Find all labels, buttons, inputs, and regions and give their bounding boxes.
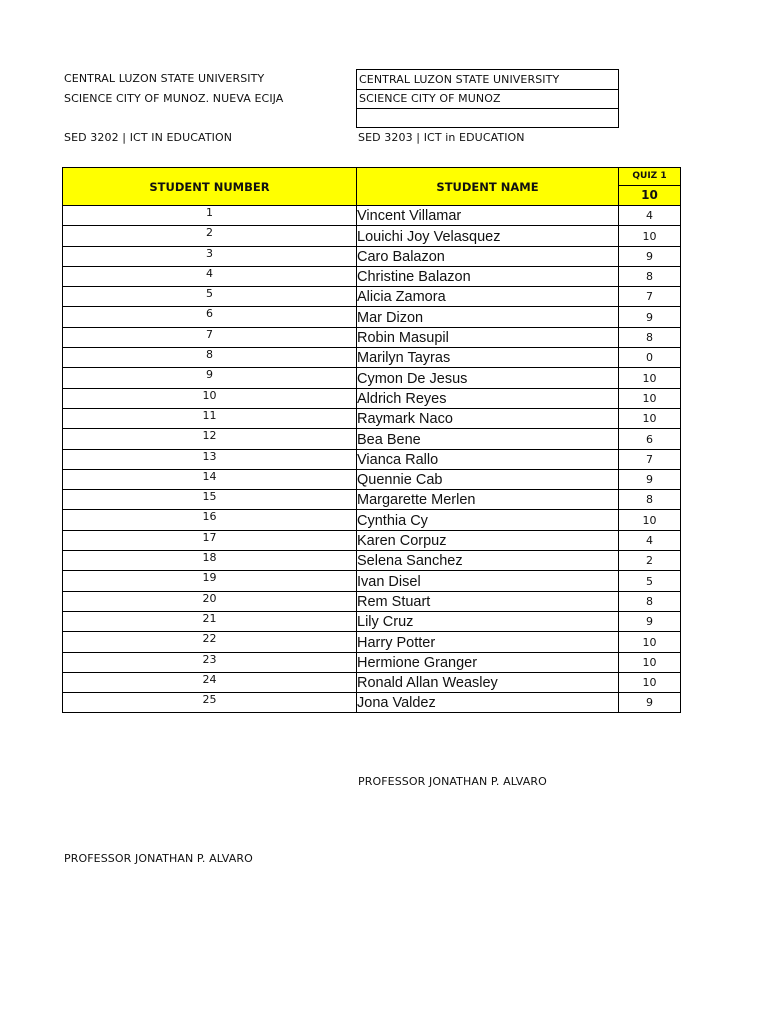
professor-signature-left: PROFESSOR JONATHAN P. ALVARO — [64, 852, 253, 865]
quiz-score-cell: 10 — [619, 510, 681, 530]
table-row — [63, 551, 681, 571]
student-number-cell: 11 — [63, 408, 357, 428]
table-row — [63, 469, 681, 489]
student-number-cell: 6 — [63, 307, 357, 327]
student-name-cell: Caro Balazon — [357, 246, 619, 266]
student-number-cell: 13 — [63, 449, 357, 469]
quiz-score-cell: 4 — [619, 530, 681, 550]
student-name-cell: Christine Balazon — [357, 266, 619, 286]
university-location-right: SCIENCE CITY OF MUNOZ — [359, 92, 501, 105]
student-name-cell: Margarette Merlen — [357, 490, 619, 510]
table-row — [63, 693, 681, 713]
student-number-cell: 25 — [63, 693, 357, 713]
quiz-score-cell: 10 — [619, 652, 681, 672]
quiz-score-cell: 10 — [619, 672, 681, 692]
course-title-left: SED 3202 | ICT IN EDUCATION — [64, 131, 233, 144]
quiz-score-cell: 7 — [619, 449, 681, 469]
student-number-cell: 7 — [63, 327, 357, 347]
table-row — [63, 226, 681, 246]
student-name-cell: Bea Bene — [357, 429, 619, 449]
table-row — [63, 632, 681, 652]
quiz-score-cell: 9 — [619, 246, 681, 266]
student-name-cell: Marilyn Tayras — [357, 348, 619, 368]
quiz-label: QUIZ 1 — [619, 168, 680, 186]
student-name-cell: Harry Potter — [357, 632, 619, 652]
quiz-score-cell: 8 — [619, 327, 681, 347]
student-number-cell: 20 — [63, 591, 357, 611]
student-name-cell: Louichi Joy Velasquez — [357, 226, 619, 246]
table-row — [63, 368, 681, 388]
table-row — [63, 388, 681, 408]
student-name-cell: Robin Masupil — [357, 327, 619, 347]
student-name-cell: Mar Dizon — [357, 307, 619, 327]
student-number-cell: 1 — [63, 206, 357, 226]
quiz-score-cell: 9 — [619, 611, 681, 631]
table-row — [63, 611, 681, 631]
quiz-score-cell: 5 — [619, 571, 681, 591]
student-number-cell: 14 — [63, 469, 357, 489]
table-row — [63, 510, 681, 530]
table-row — [63, 348, 681, 368]
university-name-left: CENTRAL LUZON STATE UNIVERSITY — [64, 72, 265, 85]
student-number-cell: 15 — [63, 490, 357, 510]
quiz-score-cell: 10 — [619, 226, 681, 246]
professor-signature-right: PROFESSOR JONATHAN P. ALVARO — [358, 775, 547, 788]
table-row — [63, 266, 681, 286]
quiz-score-cell: 10 — [619, 388, 681, 408]
student-name-cell: Hermione Granger — [357, 652, 619, 672]
university-name-right: CENTRAL LUZON STATE UNIVERSITY — [359, 73, 560, 86]
student-name-cell: Karen Corpuz — [357, 530, 619, 550]
student-number-cell: 18 — [63, 551, 357, 571]
grades-table-body — [63, 206, 681, 713]
student-number-cell: 2 — [63, 226, 357, 246]
student-name-cell: Cynthia Cy — [357, 510, 619, 530]
table-row — [63, 652, 681, 672]
student-number-cell: 5 — [63, 287, 357, 307]
student-name-cell: Jona Valdez — [357, 693, 619, 713]
student-name-cell: Alicia Zamora — [357, 287, 619, 307]
student-name-header: STUDENT NAME — [357, 168, 619, 206]
quiz-score-cell: 0 — [619, 348, 681, 368]
quiz-score-cell: 4 — [619, 206, 681, 226]
student-name-cell: Lily Cruz — [357, 611, 619, 631]
quiz-score-cell: 9 — [619, 307, 681, 327]
university-location-left: SCIENCE CITY OF MUNOZ. NUEVA ECIJA — [64, 92, 284, 105]
quiz-score-cell: 10 — [619, 408, 681, 428]
student-name-cell: Vincent Villamar — [357, 206, 619, 226]
student-name-cell: Vianca Rallo — [357, 449, 619, 469]
quiz-score-cell: 8 — [619, 490, 681, 510]
grades-table — [62, 167, 681, 713]
student-name-cell: Ivan Disel — [357, 571, 619, 591]
student-number-cell: 16 — [63, 510, 357, 530]
student-number-cell: 10 — [63, 388, 357, 408]
student-number-cell: 8 — [63, 348, 357, 368]
student-number-cell: 17 — [63, 530, 357, 550]
table-row — [63, 246, 681, 266]
table-row — [63, 429, 681, 449]
table-row — [63, 490, 681, 510]
quiz-score-cell: 6 — [619, 429, 681, 449]
quiz-score-cell: 2 — [619, 551, 681, 571]
quiz-total: 10 — [641, 188, 658, 202]
student-number-cell: 22 — [63, 632, 357, 652]
student-number-header: STUDENT NUMBER — [63, 168, 357, 206]
university-location-cell-right — [356, 89, 619, 109]
quiz-score-cell: 9 — [619, 469, 681, 489]
university-name-cell-right — [356, 69, 619, 90]
quiz-score-cell: 10 — [619, 632, 681, 652]
empty-header-cell-right — [356, 108, 619, 128]
quiz-score-cell: 8 — [619, 591, 681, 611]
student-number-cell: 3 — [63, 246, 357, 266]
quiz-header — [619, 168, 681, 206]
student-number-cell: 23 — [63, 652, 357, 672]
table-row — [63, 307, 681, 327]
table-row — [63, 206, 681, 226]
student-name-cell: Cymon De Jesus — [357, 368, 619, 388]
table-row — [63, 571, 681, 591]
quiz-score-cell: 7 — [619, 287, 681, 307]
quiz-score-cell: 10 — [619, 368, 681, 388]
table-row — [63, 327, 681, 347]
table-row — [63, 672, 681, 692]
student-number-cell: 12 — [63, 429, 357, 449]
student-name-cell: Raymark Naco — [357, 408, 619, 428]
student-number-cell: 21 — [63, 611, 357, 631]
table-row — [63, 449, 681, 469]
student-number-cell: 24 — [63, 672, 357, 692]
table-row — [63, 530, 681, 550]
course-title-right: SED 3203 | ICT in EDUCATION — [358, 131, 525, 144]
quiz-score-cell: 8 — [619, 266, 681, 286]
student-name-cell: Aldrich Reyes — [357, 388, 619, 408]
table-row — [63, 287, 681, 307]
student-number-cell: 19 — [63, 571, 357, 591]
table-header-row — [63, 168, 681, 206]
student-name-cell: Quennie Cab — [357, 469, 619, 489]
student-name-cell: Rem Stuart — [357, 591, 619, 611]
student-number-cell: 9 — [63, 368, 357, 388]
student-name-cell: Selena Sanchez — [357, 551, 619, 571]
table-row — [63, 591, 681, 611]
table-row — [63, 408, 681, 428]
quiz-score-cell: 9 — [619, 693, 681, 713]
student-number-cell: 4 — [63, 266, 357, 286]
student-name-cell: Ronald Allan Weasley — [357, 672, 619, 692]
